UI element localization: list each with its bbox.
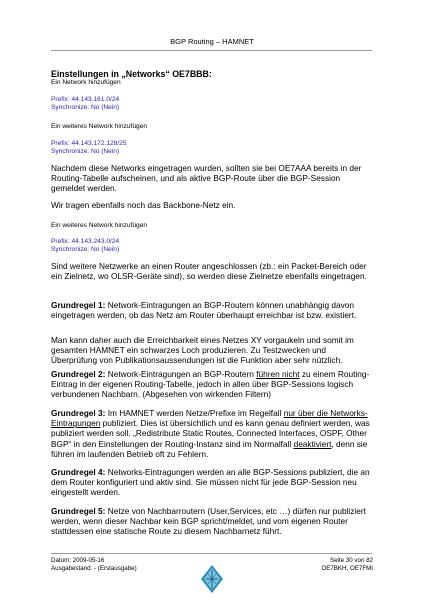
rule-4-text: Networks-Eintragungen werden an alle BGP-Sessions publiziert, die an dem Router konfiguriert und aktiv sind. Sie müssen nicht für jede BGP-Session neu eingestellt werden. <box>51 467 370 498</box>
rule-3-underlined: nur über die Networks-Eintragungen <box>51 408 368 429</box>
rule-3-text-a: Im HAMNET werden Netze/Prefixe im Regelfall <box>105 408 284 418</box>
paragraph-networks-registered: Nachdem diese Networks eingetragen wurden, sollten sie bei OE7AAA bereits in der Routing-Tabelle aufscheinen, und als aktive BGP-Route über die BGP-Session gemeldet werden. <box>51 163 362 194</box>
prefix-line-3: Prefix: 44.143.243.0/24 <box>51 238 120 245</box>
rule-3-text-b: publiziert. Dies ist übersichtlich und es kann genau definiert werden, was publiziert werden soll. „Redistribute Static Routes, Connected Interfaces, OSPF, Other BGP“ in den Einstellungen der Routing-Instanz sind im Normalfall <box>51 418 370 449</box>
header-divider <box>51 50 372 51</box>
rule-2-text-a: Network-Eintragungen an BGP-Routern <box>105 369 257 379</box>
rule-5 <box>51 506 373 537</box>
rule-2-underlined: führen nicht <box>256 369 300 379</box>
page-header: BGP Routing – HAMNET <box>170 37 254 46</box>
synchronize-line-1: Synchronize: No (Nein) <box>51 104 120 111</box>
rule-3 <box>51 408 373 459</box>
footer-right <box>321 557 373 572</box>
network-add-caption-2: Ein weiteres Network hinzufügen <box>51 123 148 130</box>
footer-page-number: Seite 30 von 82 <box>329 557 373 564</box>
synchronize-line-2: Synchronize: No (Nein) <box>51 148 120 155</box>
synchronize-line-3: Synchronize: No (Nein) <box>51 246 120 253</box>
paragraph-backbone: Wir tragen ebenfalls noch das Backbone-Netz ein. <box>51 200 236 210</box>
network-add-caption-1: Ein Network hinzufügen <box>51 79 121 86</box>
rule-3-label: Grundregel 3: <box>51 408 106 418</box>
rule-1 <box>51 300 373 320</box>
prefix-line-1: Prefix: 44.143.161.0/24 <box>51 96 120 103</box>
rule-5-label: Grundregel 5: <box>51 506 106 516</box>
rule-3-underlined-2: deaktiviert <box>293 438 332 449</box>
rule-1-text: Network-Eintragungen an BGP-Routern können unabhängig davon eingetragen werden, ob das Netz am Router überhaupt erreichbar ist bzw. existiert. <box>51 300 357 321</box>
rule-3-text-c: , denn sie führen im laufenden Betrieb oft zu Fehlern. <box>51 438 368 459</box>
rule-2 <box>51 369 373 400</box>
rule-4 <box>51 467 373 498</box>
footer-left <box>51 557 137 572</box>
footer-date: Datum: 2009-05-16 <box>51 557 105 564</box>
prefix-line-2: Prefix: 44.143.172.128/25 <box>51 140 127 147</box>
footer-authors: OE7BKH, OE7FMI <box>321 564 373 572</box>
rule-1-note: Man kann daher auch die Erreichbarkeit eines Netzes XY vorgaukeln und somit im gesamten HAMNET ein schwarzes Loch produzieren. Zu Testzwecken und Überprüfung von Publikationsaussendungen ist die Funktion aber sehr nützlich. <box>51 335 354 366</box>
footer-divider <box>51 553 372 554</box>
rule-1-label: Grundregel 1: <box>51 300 106 310</box>
footer-edition: Ausgabestand: - (Erstausgabe) <box>51 564 137 572</box>
rule-2-text-b: zu einem Routing-Eintrag in der eigenen Routing-Tabelle, jedoch in allen über BGP-Sessions logisch verbundenen Nachbarn. (Abgesehen von wirkenden Filtern) <box>51 369 370 400</box>
rule-5-text: Netze von Nachbarroutern (User,Services, etc …) dürfen nur publiziert werden, wenn dieser Nachbar kein BGP spricht/meldet, und vom eigenen Router stattdessen eine statische Route zu diesem Nachbarnetz führt. <box>51 506 366 537</box>
network-add-caption-3: Ein weiteres Network hinzufügen <box>51 222 148 229</box>
section-heading: Einstellungen in „Networks“ OE7BBB: <box>51 69 212 79</box>
paragraph-further-networks: Sind weitere Netzwerke an einen Router angeschlossen (zb.: ein Packet-Bereich oder ein Zielnetz, wo OLSR-Geräte sind), so werden diese Zielnetze ebenfalls eingetragen. <box>51 261 367 282</box>
hamnet-logo-icon <box>201 565 223 593</box>
rule-2-label: Grundregel 2: <box>51 369 106 379</box>
rule-4-label: Grundregel 4: <box>51 467 106 477</box>
